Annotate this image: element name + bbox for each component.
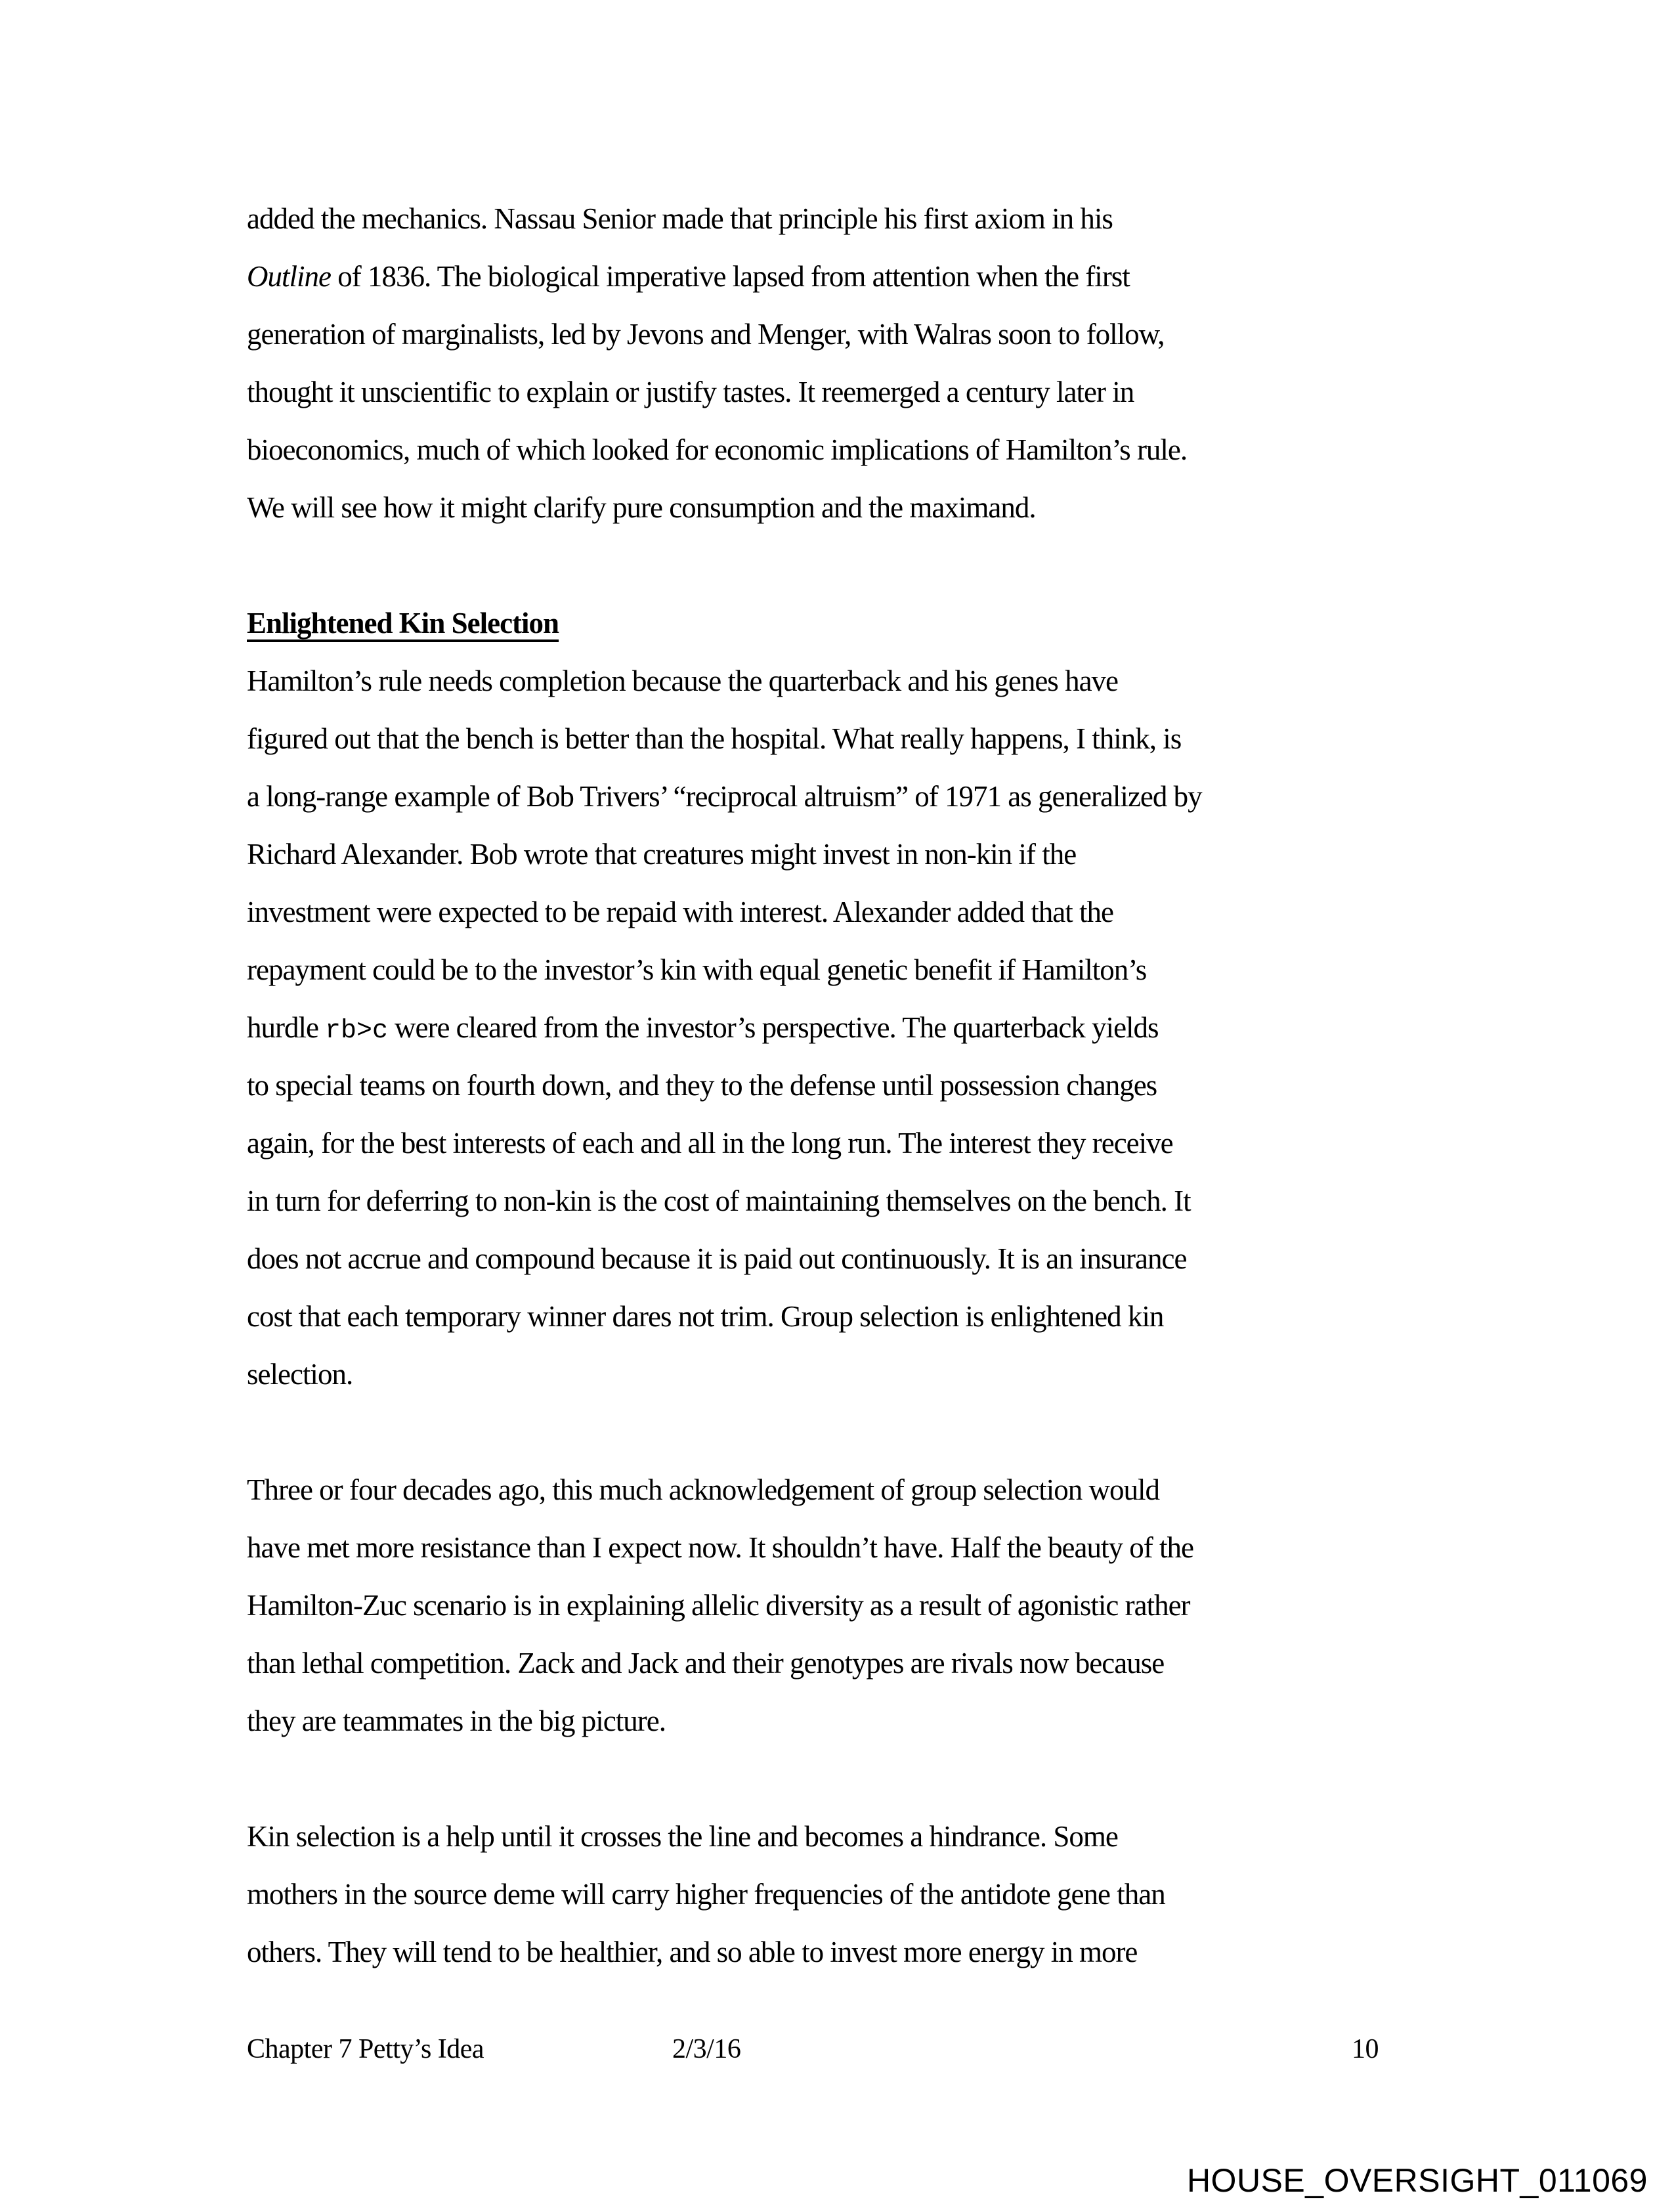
text-segment: cost that each temporary winner dares not trim. Group selection is enlightened kin [247,1300,1164,1333]
text-line [247,1056,1428,1114]
text-line [247,768,1428,825]
text-line [247,1692,1428,1750]
paragraph-hamiltons-rule [247,652,1428,1403]
text-segment: a long-range example of Bob Trivers’ “reciprocal altruism” of 1971 as generalized by [247,780,1202,813]
text-line [247,305,1428,363]
text-line [247,1288,1428,1345]
text-line [247,941,1428,999]
text-segment: repayment could be to the investor’s kin with equal genetic benefit if Hamilton’s [247,953,1147,986]
text-line [247,363,1428,421]
text-segment: Three or four decades ago, this much acknowledgement of group selection would [247,1473,1160,1506]
text-line [247,248,1428,305]
text-segment: were cleared from the investor’s perspective. The quarterback yields [394,1011,1159,1044]
text-segment: investment were expected to be repaid with interest. Alexander added that the [247,896,1113,928]
bates-stamp: HOUSE_OVERSIGHT_011069 [1186,2162,1648,2199]
text-segment: Richard Alexander. Bob wrote that creatures might invest in non-kin if the [247,838,1077,871]
text-line [247,1519,1428,1576]
text-segment: does not accrue and compound because it is paid out continuously. It is an insurance [247,1242,1187,1275]
text-segment: have met more resistance than I expect now. It shouldn’t have. Half the beauty of the [247,1531,1193,1564]
footer-date: 2/3/16 [672,2034,741,2064]
text-segment: bioeconomics, much of which looked for economic implications of Hamilton’s rule. [247,433,1188,466]
text-line [247,1345,1428,1403]
text-segment: thought it unscientific to explain or justify tastes. It reemerged a century later in [247,376,1134,408]
text-line [247,1634,1428,1692]
text-line [247,999,1428,1056]
paragraph-intro [247,190,1428,536]
text-segment: to special teams on fourth down, and they to the defense until possession changes [247,1069,1157,1102]
text-line [247,710,1428,768]
text-segment: Hamilton-Zuc scenario is in explaining allelic diversity as a result of agonistic rather [247,1589,1190,1622]
paragraph-group-selection-acknowledgement [247,1461,1428,1750]
text-segment-italic: Outline [247,260,331,293]
text-line [247,421,1428,479]
text-line [247,479,1428,536]
text-line [247,652,1428,710]
text-segment: added the mechanics. Nassau Senior made that principle his first axiom in his [247,202,1113,235]
text-line [247,825,1428,883]
text-segment: generation of marginalists, led by Jevons and Menger, with Walras soon to follow, [247,318,1165,351]
footer-page-number: 10 [1352,2034,1379,2064]
text-line [247,1114,1428,1172]
text-segment: again, for the best interests of each and all in the long run. The interest they receive [247,1127,1173,1160]
text-line [247,1923,1428,1981]
text-segment: figured out that the bench is better than the hospital. What really happens, I think, is [247,722,1182,755]
text-line [247,883,1428,941]
text-segment: of 1836. The biological imperative lapsed from attention when the first [330,260,1130,293]
text-line [247,1865,1428,1923]
document-body [247,190,1428,1981]
text-segment: We will see how it might clarify pure consumption and the maximand. [247,491,1036,524]
text-line [247,1172,1428,1230]
paragraph-kin-selection-hindrance [247,1808,1428,1981]
heading-enlightened-kin-selection: Enlightened Kin Selection [247,607,559,640]
text-segment: others. They will tend to be healthier, and so able to invest more energy in more [247,1936,1138,1968]
text-line [247,190,1428,248]
text-segment: they are teammates in the big picture. [247,1704,666,1737]
text-line [247,1808,1428,1865]
text-line [247,1576,1428,1634]
text-segment: hurdle [247,1011,318,1044]
text-segment: mothers in the source deme will carry higher frequencies of the antidote gene than [247,1878,1165,1911]
text-segment: in turn for deferring to non-kin is the cost of maintaining themselves on the bench. It [247,1184,1191,1217]
text-segment: than lethal competition. Zack and Jack and their genotypes are rivals now because [247,1647,1165,1680]
text-segment: Hamilton’s rule needs completion because the quarterback and his genes have [247,664,1119,697]
text-segment-code: rb>c [324,1016,388,1046]
text-segment: selection. [247,1358,353,1391]
text-segment: Kin selection is a help until it crosses the line and becomes a hindrance. Some [247,1820,1118,1853]
text-line [247,1461,1428,1519]
footer-chapter-title: Chapter 7 Petty’s Idea [247,2034,484,2064]
text-line [247,1230,1428,1288]
